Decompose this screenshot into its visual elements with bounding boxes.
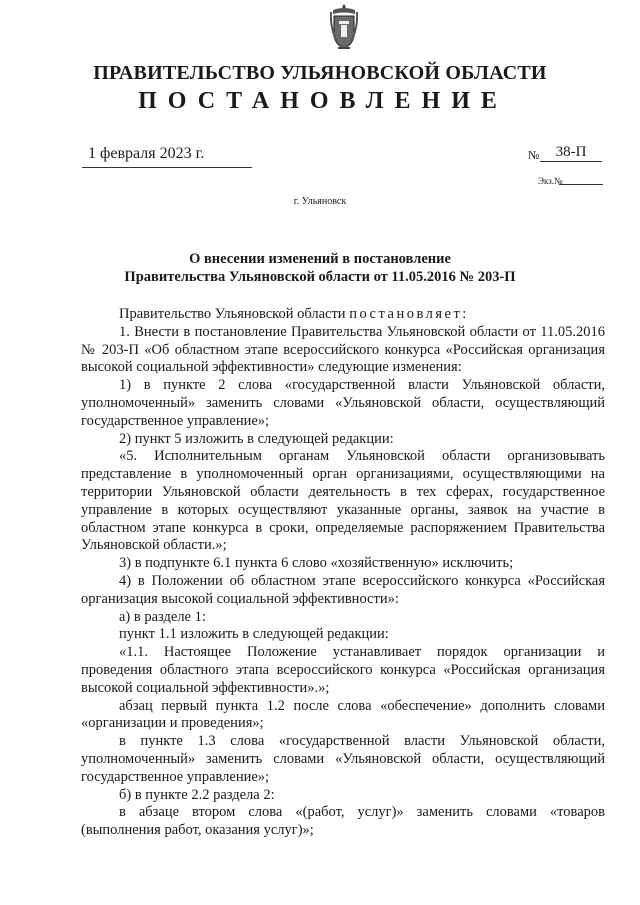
document-number: 38-П: [540, 144, 602, 162]
copy-number-line: [559, 184, 603, 185]
paragraph: 3) в подпункте 6.1 пункта 6 слово «хозяйственную» исключить;: [119, 555, 514, 572]
document-date: 1 февраля 2023 г.: [88, 145, 205, 162]
document-type: ПОСТАНОВЛЕНИЕ: [138, 88, 508, 114]
paragraph: а) в разделе 1:: [119, 608, 206, 625]
copy-label: Экз.№: [538, 176, 563, 186]
intro-paragraph: [81, 306, 605, 324]
date-underline: [82, 167, 252, 168]
paragraph: 4) в Положении об областном этапе всероссийского конкурса «Российская организация высокой социальной эффективности»:: [81, 572, 605, 607]
coat-of-arms-icon: [330, 2, 358, 52]
paragraph: «1.1. Настоящее Положение устанавливает порядок организации и проведения областного этапа всероссийского конкурса «Российская организация высокой социальной эффективности».»;: [81, 644, 605, 696]
number-label: №: [528, 148, 540, 162]
paragraph: в абзаце втором слова «(работ, услуг)» заменить словами «товаров (выполнения работ, оказания услуг)»;: [81, 804, 605, 839]
paragraph: абзац первый пункта 1.2 после слова «обеспечение» дополнить словами «организации и проведения»;: [81, 697, 605, 732]
paragraph: 2) пункт 5 изложить в следующей редакции:: [119, 430, 394, 447]
intro-colon: :: [462, 306, 467, 322]
intro-text: Правительство Ульяновской области: [119, 306, 350, 322]
paragraph: «5. Исполнительным органам Ульяновской области организовывать представление в уполномоченный орган организациями, осуществляющими на территории Ульяновской области деятельность в тех сферах, государственное управление в которых осуществляют указанные органы, заявок на участие в областном этапе конкурса в сроки, определяемые распоряжением Правительства Ульяновской области.»;: [81, 448, 605, 554]
paragraph: 1. Внести в постановление Правительства Ульяновской области от 11.05.2016 № 203-П «Об областном этапе всероссийского конкурса «Российская организация высокой социальной эффективности» следующие изменения:: [81, 323, 605, 376]
document-body: [81, 306, 605, 840]
paragraph: в пункте 1.3 слова «государственной власти Ульяновской области, уполномоченный» заменить словами «Ульяновской области, осуществляющий государственное управление»;: [81, 733, 605, 785]
title-line: Правительства Ульяновской области от 11.05.2016 № 203-П: [124, 269, 516, 285]
title-line: О внесении изменений в постановление: [189, 251, 451, 267]
paragraph: б) в пункте 2.2 раздела 2:: [119, 786, 275, 803]
paragraph: пункт 1.1 изложить в следующей редакции:: [119, 626, 389, 643]
decree-word: постановляет: [349, 306, 463, 322]
paragraph: 1) в пункте 2 слова «государственной власти Ульяновской области, уполномоченный» заменить словами «Ульяновской области, осуществляющий государственное управление»;: [81, 377, 605, 429]
government-name: ПРАВИТЕЛЬСТВО УЛЬЯНОВСКОЙ ОБЛАСТИ: [93, 62, 547, 84]
city: г. Ульяновск: [293, 196, 347, 207]
document-title: [0, 250, 640, 286]
